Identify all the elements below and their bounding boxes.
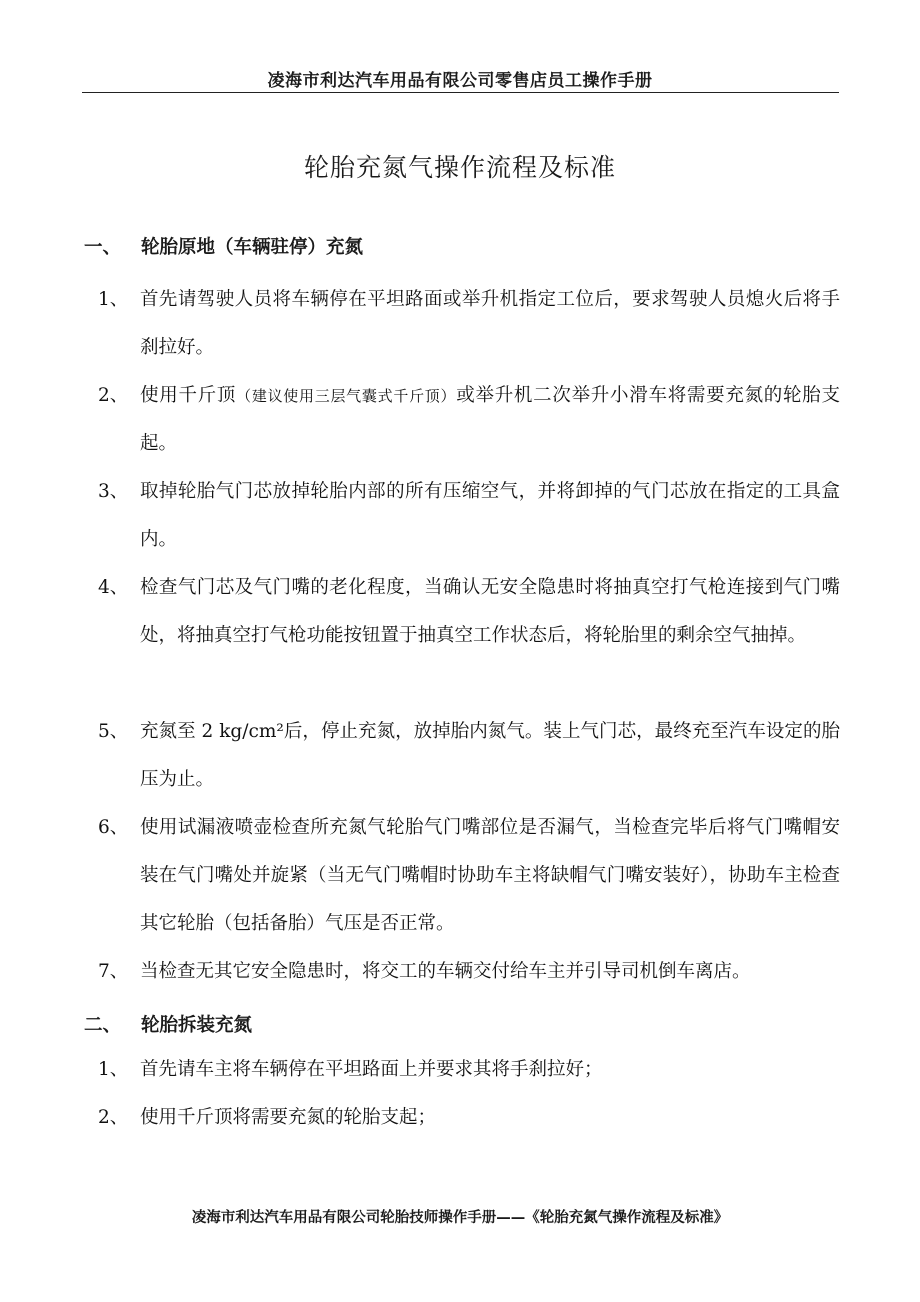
item-note: （建议使用三层气囊式千斤顶）: [236, 387, 457, 405]
list-item: [98, 564, 840, 660]
item-text: 首先请车主将车辆停在平坦路面上并要求其将手刹拉好；: [140, 1059, 603, 1080]
item-text: 首先请驾驶人员将车辆停在平坦路面或举升机指定工位后，要求驾驶人员熄火后将手刹拉好。: [140, 289, 840, 358]
running-footer: 凌海市利达汽车用品有限公司轮胎技师操作手册——《轮胎充氮气操作流程及标准》: [191, 1210, 729, 1226]
document-title: 轮胎充氮气操作流程及标准: [303, 153, 616, 182]
item-text: [140, 372, 840, 468]
list-item: [98, 276, 840, 372]
item-text: 当检查无其它安全隐患时，将交工的车辆交付给车主并引导司机倒车离店。: [140, 961, 751, 982]
section-title: 轮胎原地（车辆驻停）充氮: [141, 237, 364, 258]
item-number: 1、: [98, 289, 129, 310]
item-number: 5、: [98, 721, 129, 742]
running-header: 凌海市利达汽车用品有限公司零售店员工操作手册: [267, 71, 653, 91]
list-item: [98, 1046, 840, 1094]
header-divider: [82, 92, 839, 93]
item-number: 3、: [98, 481, 129, 502]
list-item: [98, 804, 840, 948]
section-number: 一、: [84, 237, 122, 258]
item-number: 7、: [98, 961, 129, 982]
item-number: 1、: [98, 1059, 129, 1080]
list-item: [98, 948, 840, 996]
list-item: [98, 1094, 840, 1142]
item-text: 使用试漏液喷壶检查所充氮气轮胎气门嘴部位是否漏气，当检查完毕后将气门嘴帽安装在气门嘴处并旋紧（当无气门嘴帽时协助车主将缺帽气门嘴安装好），协助车主检查其它轮胎（包括备胎）气压是否正常。: [140, 817, 840, 934]
list-item: [98, 708, 840, 804]
item-number: 2、: [98, 1107, 129, 1128]
item-text-part: 使用千斤顶: [140, 385, 237, 406]
list-item: [98, 468, 840, 564]
item-number: 2、: [98, 385, 129, 406]
item-text-part: 或举升机二次举升小滑车将需要充氮的轮胎支起。: [140, 385, 840, 454]
item-number: 4、: [98, 577, 129, 598]
section-heading-2: [84, 1011, 252, 1037]
section-number: 二、: [84, 1015, 122, 1036]
list-item: [98, 372, 840, 468]
section-title: 轮胎拆装充氮: [141, 1015, 253, 1036]
item-text: 使用千斤顶将需要充氮的轮胎支起；: [140, 1107, 437, 1128]
item-text: 检查气门芯及气门嘴的老化程度，当确认无安全隐患时将抽真空打气枪连接到气门嘴处，将抽真空打气枪功能按钮置于抽真空工作状态后，将轮胎里的剩余空气抽掉。: [140, 577, 840, 646]
item-text: 取掉轮胎气门芯放掉轮胎内部的所有压缩空气，并将卸掉的气门芯放在指定的工具盒内。: [140, 481, 840, 550]
item-number: 6、: [98, 817, 129, 838]
section-heading-1: [84, 233, 363, 259]
item-text: 充氮至 2 kg/cm²后，停止充氮，放掉胎内氮气。装上气门芯，最终充至汽车设定的胎压为止。: [140, 721, 840, 790]
